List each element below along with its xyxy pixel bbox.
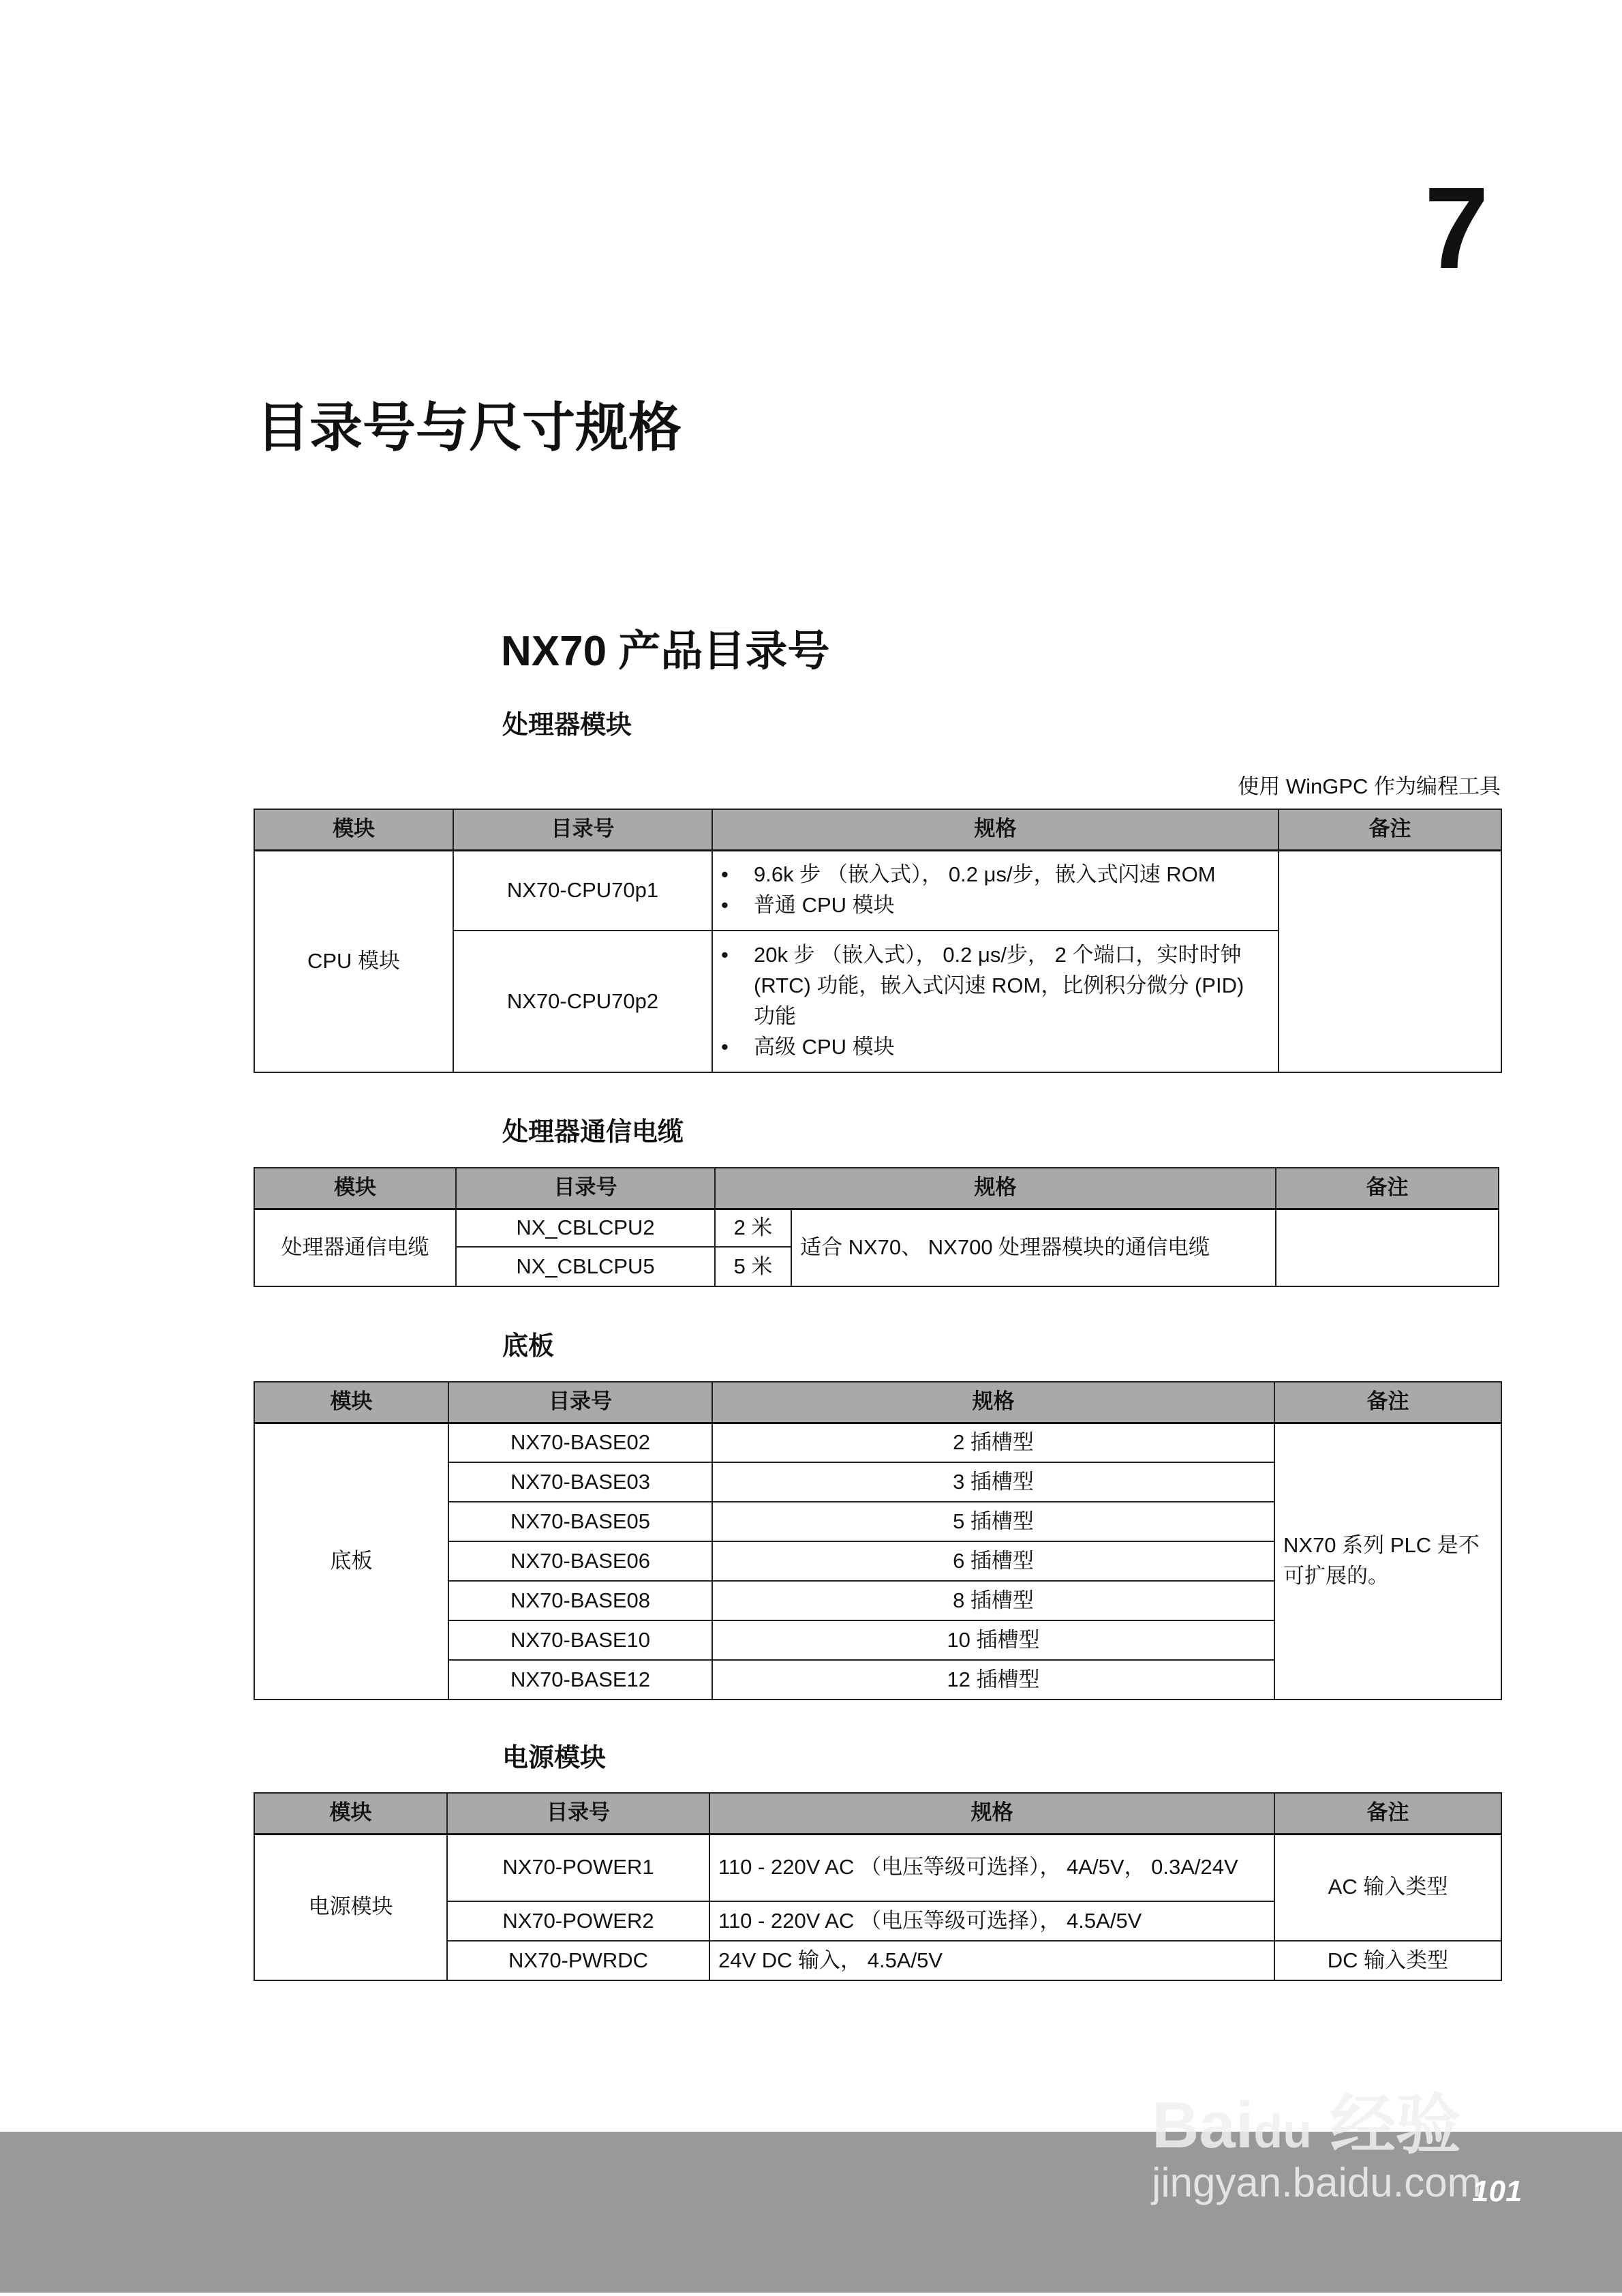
catalog-cell: NX70-POWER2 bbox=[447, 1901, 709, 1941]
catalog-cell: NX70-BASE12 bbox=[448, 1660, 712, 1700]
page-title: 目录号与尺寸规格 bbox=[256, 397, 682, 457]
spec-item: • 普通 CPU 模块 bbox=[721, 890, 1270, 921]
header-catalog: 目录号 bbox=[456, 1168, 715, 1209]
power-heading: 电源模块 bbox=[502, 1744, 607, 1772]
header-remarks: 备注 bbox=[1274, 1382, 1501, 1423]
header-spec: 规格 bbox=[709, 1793, 1274, 1834]
catalog-cell: NX70-PWRDC bbox=[447, 1941, 709, 1980]
cpu-table bbox=[254, 809, 1502, 1073]
spec-item: • 高级 CPU 模块 bbox=[721, 1032, 1270, 1063]
spec-cell: 6 插槽型 bbox=[712, 1541, 1274, 1581]
header-spec: 规格 bbox=[712, 809, 1279, 850]
cpu-heading: 处理器模块 bbox=[502, 711, 632, 740]
header-spec: 规格 bbox=[715, 1168, 1276, 1209]
header-module: 模块 bbox=[254, 1793, 447, 1834]
module-cell: 电源模块 bbox=[254, 1834, 447, 1980]
catalog-cell: NX70-BASE06 bbox=[448, 1541, 712, 1581]
baidu-watermark-logo: Baidu 经验 jingyan.baidu.com bbox=[1152, 2089, 1482, 2205]
programming-tool-note: 使用 WinGPC 作为编程工具 bbox=[1238, 774, 1501, 798]
spec-cell: 适合 NX70、 NX700 处理器模块的通信电缆 bbox=[791, 1209, 1276, 1286]
header-remarks: 备注 bbox=[1276, 1168, 1499, 1209]
catalog-cell: NX_CBLCPU5 bbox=[456, 1247, 715, 1286]
spec-item: • 20k 步 （嵌入式）， 0.2 μs/步， 2 个端口，实时时钟 (RTC) 功能，嵌入式闪速 ROM，比例积分微分 (PID) 功能 bbox=[721, 940, 1270, 1032]
catalog-cell: NX70-CPU70p1 bbox=[453, 850, 712, 931]
spec-cell: 24V DC 输入， 4.5A/5V bbox=[709, 1941, 1274, 1980]
section-title: NX70 产品目录号 bbox=[501, 628, 830, 675]
spec-cell bbox=[712, 931, 1279, 1072]
base-table bbox=[254, 1381, 1502, 1700]
header-remarks: 备注 bbox=[1279, 809, 1501, 850]
cable-table bbox=[254, 1167, 1499, 1287]
header-catalog: 目录号 bbox=[453, 809, 712, 850]
remarks-cell bbox=[1276, 1209, 1499, 1286]
catalog-cell: NX70-POWER1 bbox=[447, 1834, 709, 1901]
catalog-cell: NX70-BASE03 bbox=[448, 1462, 712, 1502]
table-row bbox=[254, 1423, 1501, 1462]
spec-cell: 2 插槽型 bbox=[712, 1423, 1274, 1462]
module-cell: 底板 bbox=[254, 1423, 448, 1700]
length-cell: 2 米 bbox=[715, 1209, 791, 1247]
catalog-cell: NX70-BASE02 bbox=[448, 1423, 712, 1462]
page-number: 101 bbox=[1472, 2175, 1522, 2208]
spec-cell: 5 插槽型 bbox=[712, 1502, 1274, 1541]
table-header bbox=[254, 1793, 1501, 1834]
spec-cell: 10 插槽型 bbox=[712, 1620, 1274, 1660]
module-cell: 处理器通信电缆 bbox=[254, 1209, 456, 1286]
table-header bbox=[254, 1168, 1499, 1209]
power-table bbox=[254, 1792, 1502, 1981]
remarks-cell: NX70 系列 PLC 是不可扩展的。 bbox=[1274, 1423, 1501, 1700]
remarks-cell: DC 输入类型 bbox=[1274, 1941, 1501, 1980]
table-header bbox=[254, 809, 1501, 850]
header-catalog: 目录号 bbox=[447, 1793, 709, 1834]
header-spec: 规格 bbox=[712, 1382, 1274, 1423]
catalog-cell: NX_CBLCPU2 bbox=[456, 1209, 715, 1247]
spec-cell: 3 插槽型 bbox=[712, 1462, 1274, 1502]
chapter-number: 7 bbox=[1424, 164, 1489, 293]
catalog-cell: NX70-BASE08 bbox=[448, 1581, 712, 1620]
header-module: 模块 bbox=[254, 1168, 456, 1209]
remarks-cell bbox=[1279, 850, 1501, 1072]
spec-cell: 8 插槽型 bbox=[712, 1581, 1274, 1620]
header-catalog: 目录号 bbox=[448, 1382, 712, 1423]
base-heading: 底板 bbox=[502, 1332, 555, 1361]
module-cell: CPU 模块 bbox=[254, 850, 453, 1072]
spec-cell bbox=[712, 850, 1279, 931]
table-header bbox=[254, 1382, 1501, 1423]
length-cell: 5 米 bbox=[715, 1247, 791, 1286]
catalog-cell: NX70-CPU70p2 bbox=[453, 931, 712, 1072]
header-module: 模块 bbox=[254, 1382, 448, 1423]
header-remarks: 备注 bbox=[1274, 1793, 1501, 1834]
table-row bbox=[254, 850, 1501, 931]
catalog-cell: NX70-BASE10 bbox=[448, 1620, 712, 1660]
spec-cell: 110 - 220V AC （电压等级可选择）， 4.5A/5V bbox=[709, 1901, 1274, 1941]
spec-item: • 9.6k 步 （嵌入式）， 0.2 μs/步，嵌入式闪速 ROM bbox=[721, 860, 1270, 890]
cable-heading: 处理器通信电缆 bbox=[502, 1118, 684, 1147]
catalog-cell: NX70-BASE05 bbox=[448, 1502, 712, 1541]
spec-cell: 12 插槽型 bbox=[712, 1660, 1274, 1700]
table-row bbox=[254, 1209, 1499, 1247]
header-module: 模块 bbox=[254, 809, 453, 850]
spec-cell: 110 - 220V AC （电压等级可选择）， 4A/5V， 0.3A/24V bbox=[709, 1834, 1274, 1901]
remarks-cell: AC 输入类型 bbox=[1274, 1834, 1501, 1941]
table-row bbox=[254, 1834, 1501, 1901]
